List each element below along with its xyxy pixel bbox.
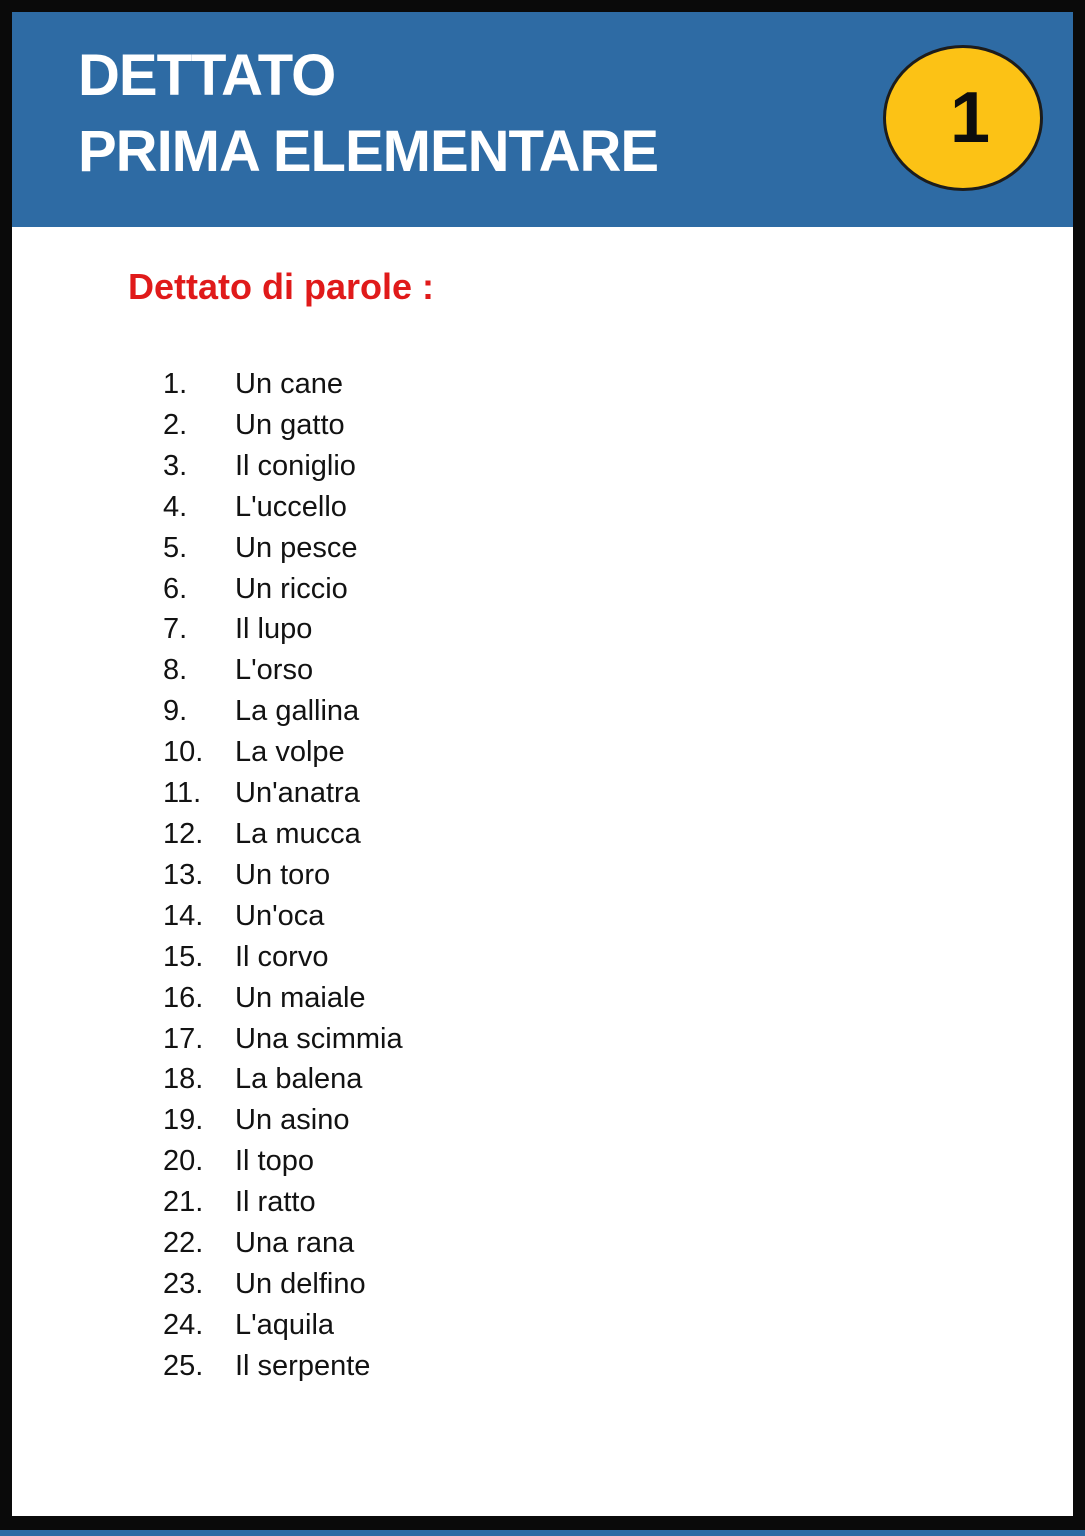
item-number: 10. <box>163 736 204 769</box>
list-item <box>163 1100 1073 1141</box>
item-word: Il serpente <box>235 1349 371 1382</box>
item-word: Un cane <box>235 368 344 400</box>
list-item <box>163 364 1073 405</box>
list-item <box>163 855 1073 896</box>
item-number: 9. <box>163 695 188 728</box>
item-number: 25. <box>163 1349 204 1382</box>
list-item <box>163 1059 1073 1100</box>
title-line-2: PRIMA ELEMENTARE <box>78 119 659 184</box>
list-item <box>163 1305 1073 1346</box>
item-word: Un'anatra <box>235 777 360 810</box>
item-number: 14. <box>163 899 204 932</box>
item-word: Il corvo <box>235 940 329 973</box>
list-item <box>163 569 1073 610</box>
list-item <box>163 1223 1073 1264</box>
item-number: 6. <box>163 572 188 605</box>
item-number: 22. <box>163 1227 204 1260</box>
item-word: L'uccello <box>235 490 347 523</box>
list-item <box>163 732 1073 773</box>
item-number: 8. <box>163 654 188 687</box>
title-line-1: DETTATO <box>78 43 336 108</box>
list-item <box>163 937 1073 978</box>
item-number: 1. <box>163 368 188 400</box>
list-item <box>163 650 1073 691</box>
item-word: L'aquila <box>235 1308 335 1341</box>
item-number: 19. <box>163 1104 204 1137</box>
list-item <box>163 773 1073 814</box>
list-item <box>163 896 1073 937</box>
badge-number: 1 <box>949 78 991 158</box>
item-word: Una rana <box>235 1227 355 1260</box>
item-word: Un pesce <box>235 531 358 564</box>
item-word: La balena <box>235 1063 363 1096</box>
list-item <box>163 528 1073 569</box>
item-word: Il topo <box>235 1145 314 1178</box>
item-number: 16. <box>163 981 204 1014</box>
item-word: L'orso <box>235 654 314 687</box>
next-page-header-strip <box>0 1530 1085 1536</box>
item-word: La volpe <box>235 736 345 769</box>
list-item <box>163 405 1073 446</box>
item-number: 12. <box>163 817 204 850</box>
item-number: 2. <box>163 408 188 441</box>
item-word: Il ratto <box>235 1186 316 1219</box>
list-item <box>163 1346 1073 1387</box>
item-number: 18. <box>163 1063 204 1096</box>
item-word: Una scimmia <box>235 1022 403 1055</box>
page-inner <box>12 12 1073 1516</box>
word-list <box>163 364 1073 1387</box>
item-word: Un delfino <box>235 1267 366 1300</box>
item-number: 23. <box>163 1267 204 1300</box>
item-number: 7. <box>163 613 188 646</box>
item-number: 13. <box>163 858 204 891</box>
item-word: Un toro <box>235 858 331 891</box>
list-item <box>163 446 1073 487</box>
item-word: Un maiale <box>235 981 366 1014</box>
list-item <box>163 1264 1073 1305</box>
item-number: 21. <box>163 1186 204 1219</box>
page-title <box>78 38 658 190</box>
content-area <box>12 227 1073 1387</box>
list-item <box>163 814 1073 855</box>
item-number: 11. <box>163 777 202 810</box>
item-word: Il coniglio <box>235 449 356 482</box>
item-number: 24. <box>163 1308 204 1341</box>
item-number: 17. <box>163 1022 204 1055</box>
list-item <box>163 1019 1073 1060</box>
item-number: 4. <box>163 490 188 523</box>
list-item <box>163 691 1073 732</box>
section-heading: Dettato di parole : <box>128 266 435 307</box>
list-item <box>163 1141 1073 1182</box>
item-word: Un asino <box>235 1104 350 1137</box>
item-number: 3. <box>163 449 188 482</box>
item-word: Il lupo <box>235 613 313 646</box>
item-number: 15. <box>163 940 204 973</box>
item-word: La gallina <box>235 695 360 728</box>
list-item <box>163 609 1073 650</box>
item-word: Un'oca <box>235 899 325 932</box>
item-word: Un gatto <box>235 408 345 441</box>
item-number: 5. <box>163 531 188 564</box>
item-number: 20. <box>163 1145 204 1178</box>
item-word: Un riccio <box>235 572 348 605</box>
list-item <box>163 1182 1073 1223</box>
list-item <box>163 487 1073 528</box>
page-number-badge <box>883 45 1043 191</box>
item-word: La mucca <box>235 817 361 850</box>
header-band <box>12 12 1073 227</box>
list-item <box>163 978 1073 1019</box>
